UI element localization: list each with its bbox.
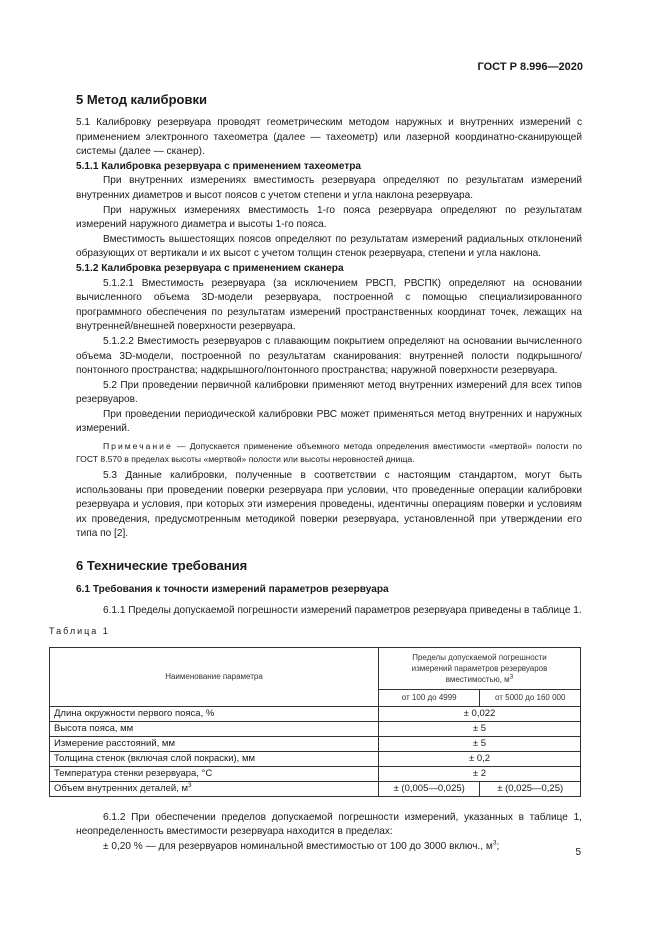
page-content [49,92,582,855]
subsection-6-1-title: 6.1 Требования к точности измерений параметров резервуара [76,584,389,596]
item-end: ; [496,841,500,852]
section-5-title: 5 Метод калибровки [76,92,207,107]
paragraph-5-1-2-2: 5.1.2.2 Вместимость резервуаров с плавающим покрытием определяют на основании вычисленного объема 3D-модели, построенной по результатам сканирования: внутренней полости подкрышного/понтонного пространства; надкрышного/понтонного пространства; наружной поверхности резервуара. [76,335,582,377]
header-sub-2: от 5000 до 160 000 [480,689,581,706]
row-name: Толщина стенок (включая слой покраски), мм [50,751,379,766]
header-sub-1: от 100 до 4999 [379,689,480,706]
item-text: ± 0,20 % — для резервуаров номинальной вместимостью от 100 до 3000 включ., м [103,841,493,852]
document-header: ГОСТ Р 8.996—2020 [477,61,583,73]
table-row [50,706,581,721]
row-name: Длина окружности первого пояса, % [50,706,379,721]
paragraph-5-3: 5.3 Данные калибровки, полученные в соответствии с настоящим стандартом, могут быть использованы при проведении поверки резервуара при условии, что проведенные операции калибровки резервуара и условия, при которых эти измерения проведены, идентичны операциям поверки и условиям их проведения, предусмотренным методикой поверки резервуара, установленной при утверждении его типа по [2]. [76,470,582,540]
row-name: Высота пояса, мм [50,721,379,736]
note-text: — Допускается применение объемного метода определения вместимости «мертвой» полости по ГОСТ 8.570 в пределах высоты «мертвой» полости или высоты неровностей днища. [76,441,582,465]
note [76,440,582,466]
paragraph-5-2-a: 5.2 При проведении первичной калибровки применяют метод внутренних измерений для всех типов резервуаров. [76,379,582,406]
header-limits-text: Пределы допускаемой погрешности измерений параметров резервуаров вместимостью, м [411,652,548,684]
row-value: ± 5 [379,736,581,751]
row-value: ± 0,022 [379,706,581,721]
page-number: 5 [575,847,581,858]
paragraph-5-2-b: При проведении периодической калибровки РВС может применяться метод внутренних и наружных измерений. [76,408,582,435]
subsection-5-1-1-title: 5.1.1 Калибровка резервуара с применением тахеометра [76,160,362,172]
paragraph-5-1-2-1: 5.1.2.1 Вместимость резервуара (за исключением РВСП, РВСПК) определяют на основании вычисленного объема 3D-модели резервуара, построенной с помощью специализированного программного обеспечения по результатам измерений пространственных координат точек, лежащих на внутренней/внешней поверхности резервуара. [76,277,582,333]
paragraph-6-1-1: 6.1.1 Пределы допускаемой погрешности измерений параметров резервуара приведены в таблице 1. [103,604,582,616]
row-name: Измерение расстояний, мм [50,736,379,751]
row-name-sup: 3 [188,781,192,789]
item-sup: 3 [492,839,497,847]
row-name: Температура стенки резервуара, °С [50,766,379,781]
table-row [50,751,581,766]
paragraph-6-1-2-item [76,840,582,855]
table-row [50,736,581,751]
paragraph-5-1: 5.1 Калибровку резервуара проводят геометрическим методом наружных и внутренних измерений с применением электронного тахеометра (далее — тахеометр) или лазерной координатно-сканирующей системы (далее — сканер). [76,117,582,158]
table-1 [49,647,581,797]
row-value: ± 0,2 [379,751,581,766]
subsection-5-1-2-title: 5.1.2 Калибровка резервуара с применением сканера [76,262,344,274]
header-parameter: Наименование параметра [50,647,379,706]
table-row [50,781,581,796]
section-6-title: 6 Технические требования [76,558,248,574]
table-row [50,766,581,781]
row-name [50,781,379,796]
row-name-text: Объем внутренних деталей, м [54,782,189,794]
row-value: ± 5 [379,721,581,736]
paragraph-5-1-1-c: Вместимость вышестоящих поясов определяют по результатам измерений радиальных отклонений образующих от вертикали и их высот с учетом толщин стенок резервуара, степени и угла наклона. [76,233,582,260]
paragraph-5-1-1-b: При наружных измерениях вместимость 1-го пояса резервуара определяют по результатам измерений наружного диаметра и высоты 1-го пояса. [76,204,582,231]
row-value: ± 2 [379,766,581,781]
table-row [50,721,581,736]
paragraph-6-1-2: 6.1.2 При обеспечении пределов допускаемой погрешности измерений, указанных в таблице 1, неопределенность вместимости резервуара находится в пределах: [76,811,582,838]
table-caption: Таблица 1 [49,626,110,637]
row-value-2: ± (0,025—0,25) [480,781,581,796]
header-limits [379,647,581,689]
note-label: Примечание [103,441,173,452]
row-value-1: ± (0,005—0,025) [379,781,480,796]
header-limits-sup: 3 [509,673,514,681]
paragraph-5-1-1-a: При внутренних измерениях вместимость резервуара определяют по результатам измерений внутренних диаметров и высот поясов с учетом степени и угла наклона резервуара. [76,175,582,201]
